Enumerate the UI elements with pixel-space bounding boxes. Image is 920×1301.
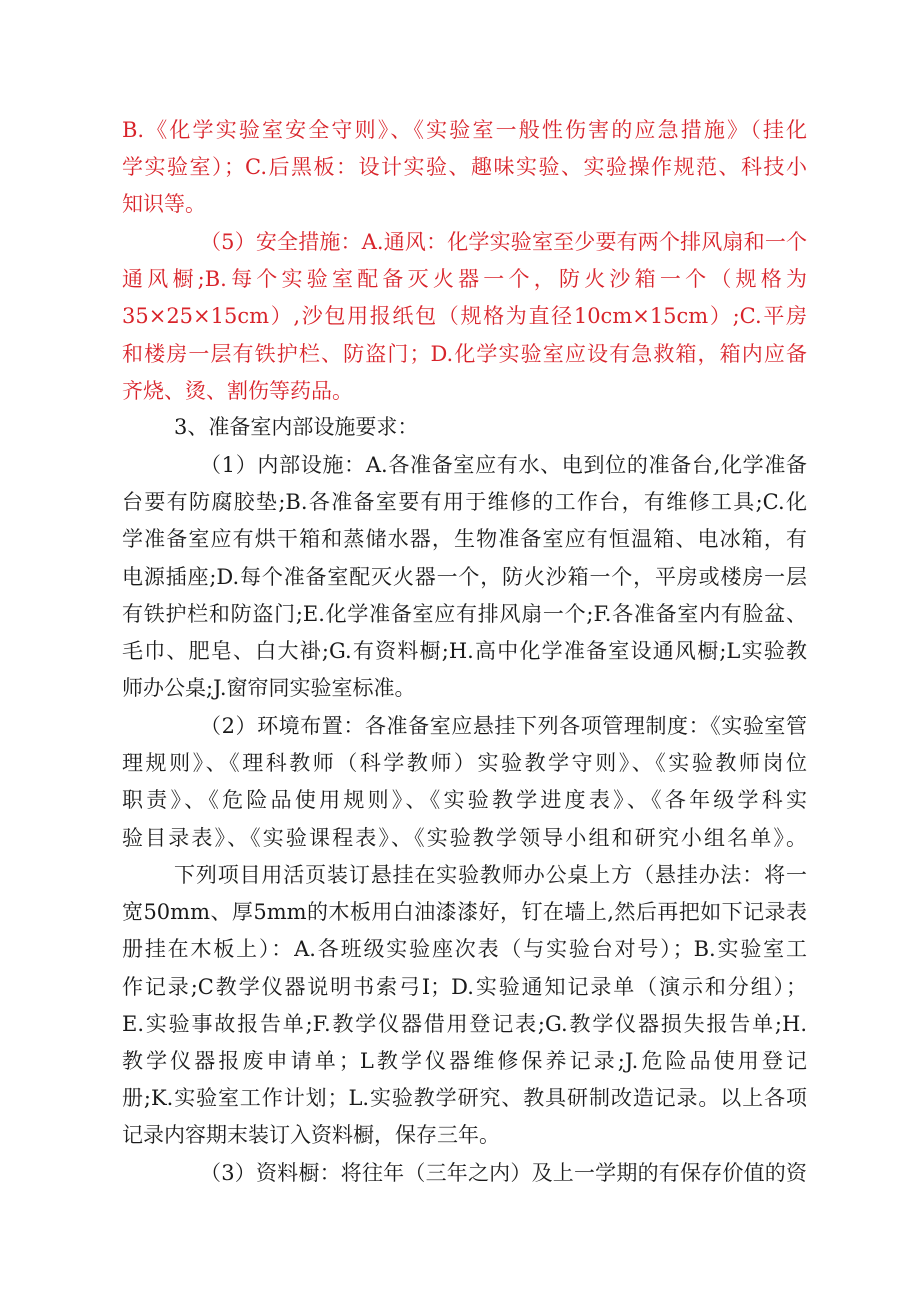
red-continuation-line: 知识等。 <box>122 192 206 217</box>
item-1-line: （1）内部设施：A.各准备室应有水、电到位的准备台,化学准备 <box>200 453 807 477</box>
item-2-line: 验目录表》、《实验课程表》、《实验教学领导小组和研究小组名单》。 <box>122 825 807 850</box>
paragraph-records-line: 教学仪器报废申请单；L教学仪器维修保养记录;J.危险品使用登记 <box>122 1049 807 1073</box>
paragraph-records-line: 宽50mm、厚5mm的木板用白油漆漆好，钉在墙上,然后再把如下记录表 <box>122 900 807 925</box>
item-2-line: （2）环境布置：各准备室应悬挂下列各项管理制度：《实验室管 <box>200 714 807 738</box>
item-1-line: 毛巾、肥皂、白大褂;G.有资料橱;H.高中化学准备室设通风橱;L实验教 <box>122 639 807 663</box>
red-safety-line: 齐烧、烫、割伤等药品。 <box>122 378 353 403</box>
item-2-line: 职责》、《危险品使用规则》、《实验教学进度表》、《各年级学科实 <box>122 788 807 813</box>
item-1-line: 电源插座;D.每个准备室配灭火器一个，防火沙箱一个，平房或楼房一层 <box>122 564 807 589</box>
item-2-line: 理规则》、《理科教师（科学教师）实验教学守则》、《实验教师岗位 <box>122 751 807 776</box>
red-safety-line: 和楼房一层有铁护栏、防盗门；D.化学实验室应设有急救箱，箱内应备 <box>122 341 807 366</box>
red-safety-line: （5）安全措施：A.通风：化学实验室至少要有两个排风扇和一个 <box>200 230 807 254</box>
heading-3-line: 3、准备室内部设施要求： <box>174 415 419 439</box>
red-continuation-line: B.《化学实验室安全守则》、《实验室一般性伤害的应急措施》（挂化 <box>122 118 807 142</box>
item-1-line: 有铁护栏和防盗门;E.化学准备室应有排风扇一个;F.各准备室内有脸盆、 <box>122 601 807 626</box>
item-1-line: 学准备室应有烘干箱和蒸储水器，生物准备室应有恒温箱、电冰箱，有 <box>122 527 807 552</box>
paragraph-records-line: 作记录;C教学仪器说明书索弓I；D.实验通知记录单（演示和分组）； <box>122 974 807 999</box>
red-safety-line: 35×25×15cm）,沙包用报纸包（规格为直径10cm×15cm）;C.平房 <box>122 304 807 329</box>
paragraph-records-line: 册挂在木板上）：A.各班级实验座次表（与实验台对号）；B.实验室工 <box>122 937 807 962</box>
item-1-line: 台要有防腐胶垫;B.各准备室要有用于维修的工作台，有维修工具;C.化 <box>122 490 807 515</box>
paragraph-records-line: 册;K.实验室工作计划；L.实验教学研究、教具研制改造记录。以上各项 <box>122 1086 807 1111</box>
item-3-line: （3）资料橱：将往年（三年之内）及上一学期的有保存价值的资 <box>200 1161 807 1185</box>
red-continuation-line: 学实验室）；C.后黑板：设计实验、趣味实验、实验操作规范、科技小 <box>122 155 807 180</box>
item-1-line: 师办公桌;J.窗帘同实验室标准。 <box>122 676 416 701</box>
paragraph-records-line: 下列项目用活页装订悬挂在实验教师办公桌上方（悬挂办法：将一 <box>174 863 807 887</box>
paragraph-records-line: 记录内容期末装订入资料橱，保存三年。 <box>122 1123 500 1148</box>
paragraph-records-line: E.实验事故报告单;F.教学仪器借用登记表;G.教学仪器损失报告单;H. <box>122 1011 807 1036</box>
red-safety-line: 通风橱;B.每个实验室配备灭火器一个，防火沙箱一个（规格为 <box>122 267 807 292</box>
